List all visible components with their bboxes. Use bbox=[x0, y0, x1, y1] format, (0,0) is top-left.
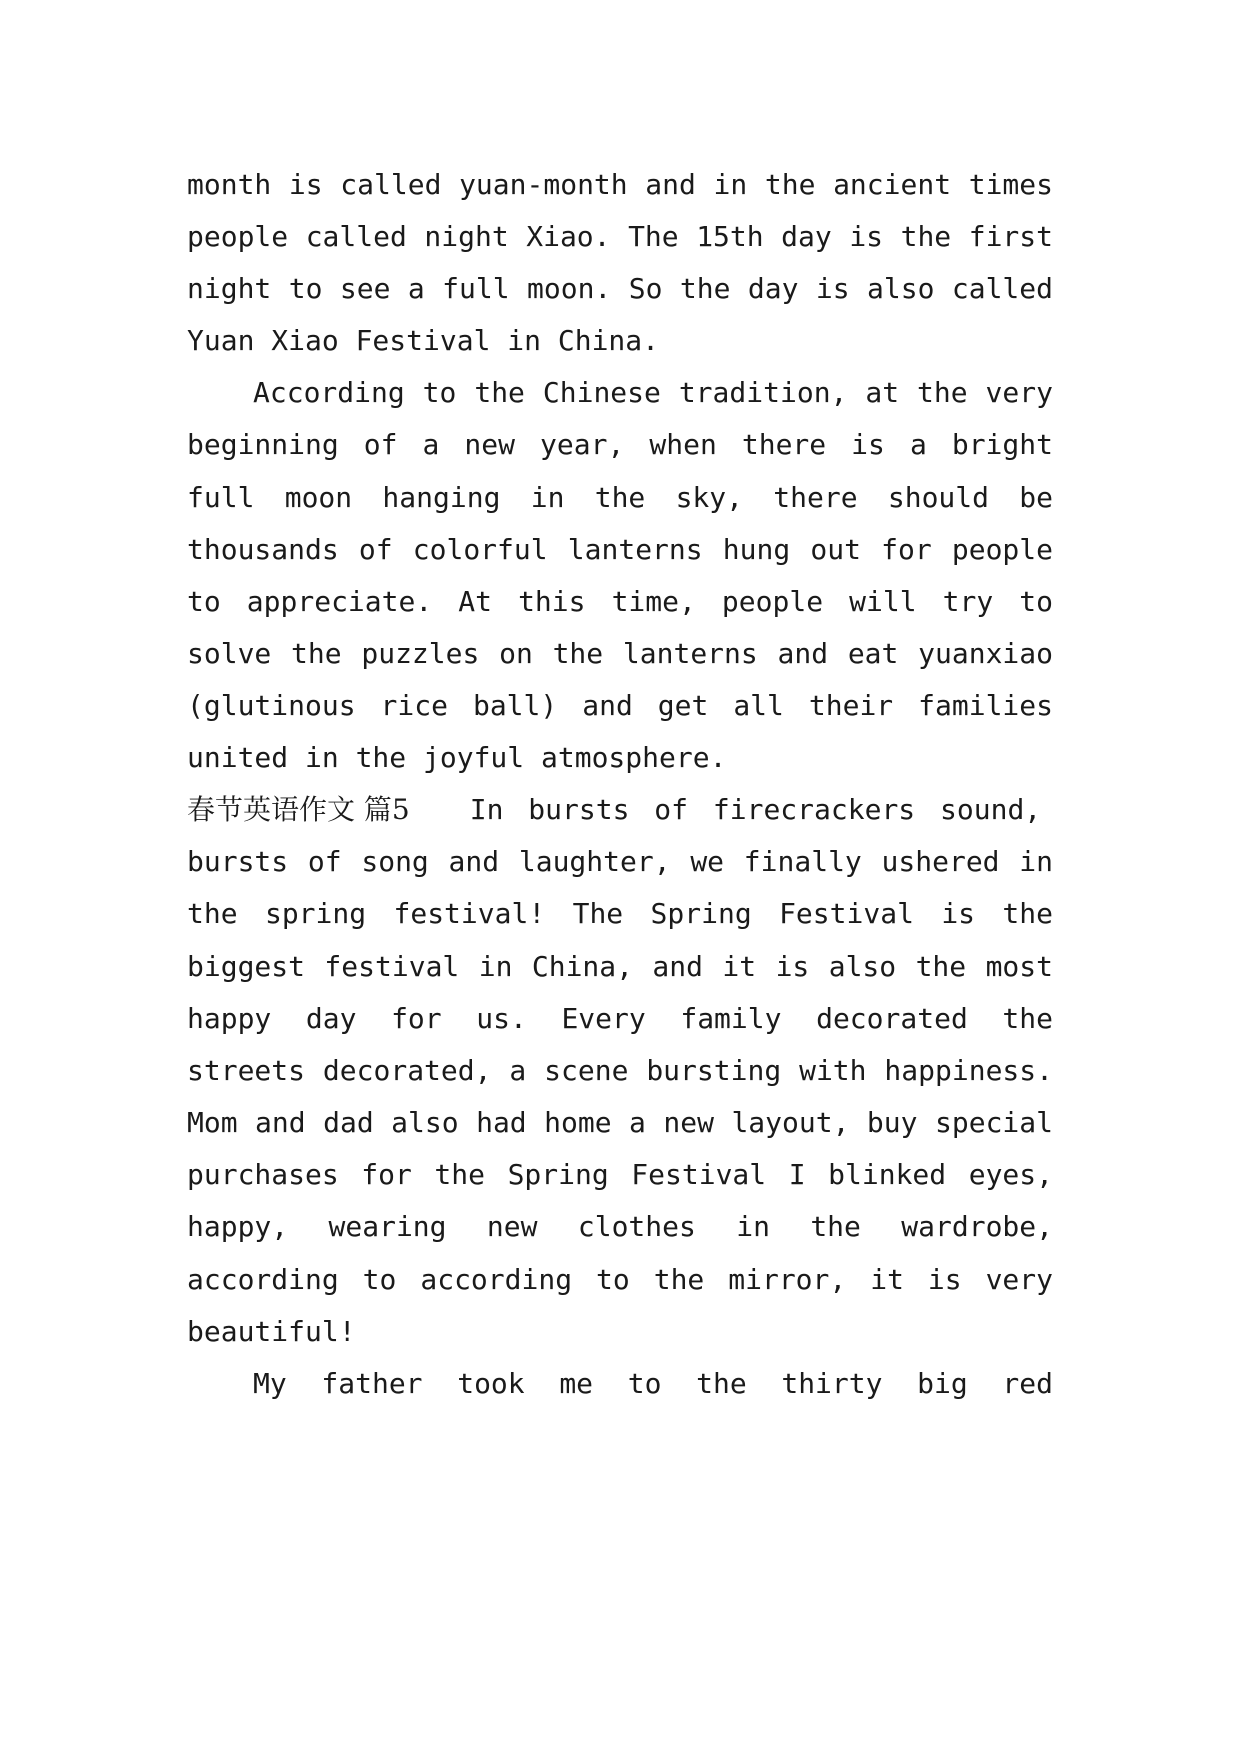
text-line: the spring festival! The Spring Festival is the bbox=[187, 897, 1053, 930]
text-line: In bursts of firecrackers sound, bbox=[469, 793, 1042, 826]
text-line: people called night Xiao. The 15th day is the first bbox=[187, 220, 1053, 253]
text-line: month is called yuan-month and in the ancient times bbox=[187, 168, 1053, 201]
text-line: (glutinous rice ball) and get all their families bbox=[187, 689, 1053, 722]
text-line: beginning of a new year, when there is a bright bbox=[187, 428, 1053, 461]
section-heading-line bbox=[187, 790, 1053, 830]
text-line: happy, wearing new clothes in the wardrobe, bbox=[187, 1210, 1053, 1243]
section-heading: 春节英语作文 篇5 bbox=[187, 793, 410, 826]
text-line: happy day for us. Every family decorated the bbox=[187, 1002, 1053, 1035]
text-line: bursts of song and laughter, we finally ushered in bbox=[187, 845, 1053, 878]
text-line: streets decorated, a scene bursting with happiness. bbox=[187, 1054, 1053, 1087]
text-line: to appreciate. At this time, people will try to bbox=[187, 585, 1053, 618]
text-line: biggest festival in China, and it is also the most bbox=[187, 950, 1053, 983]
text-line: My father took me to the thirty big red bbox=[253, 1367, 1053, 1400]
text-line: solve the puzzles on the lanterns and eat yuanxiao bbox=[187, 637, 1053, 670]
text-line: thousands of colorful lanterns hung out for people bbox=[187, 533, 1053, 566]
text-line: Yuan Xiao Festival in China. bbox=[187, 324, 660, 357]
text-line: united in the joyful atmosphere. bbox=[187, 741, 727, 774]
text-line: according to according to the mirror, it is very bbox=[187, 1263, 1053, 1296]
text-line: full moon hanging in the sky, there should be bbox=[187, 481, 1053, 514]
text-line: beautiful! bbox=[187, 1315, 356, 1348]
text-line: night to see a full moon. So the day is also called bbox=[187, 272, 1053, 305]
text-line: purchases for the Spring Festival I blinked eyes, bbox=[187, 1158, 1053, 1191]
text-line: According to the Chinese tradition, at the very bbox=[253, 376, 1053, 409]
text-line: Mom and dad also had home a new layout, buy special bbox=[187, 1106, 1053, 1139]
